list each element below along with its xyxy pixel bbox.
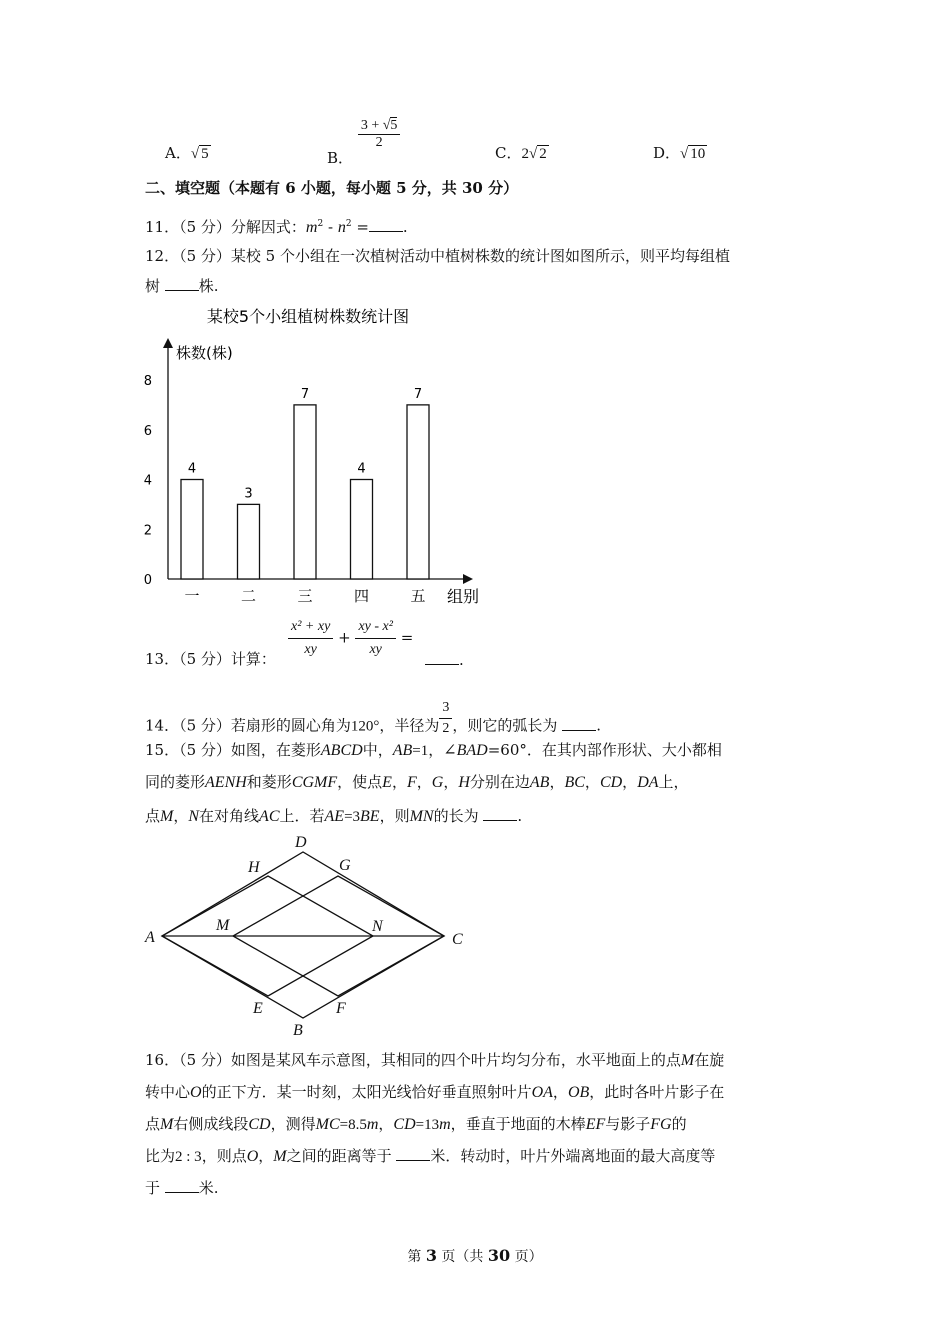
y-tick-label: 2: [143, 523, 152, 539]
bar-chart: [130, 300, 500, 610]
answer-blank: [165, 1178, 199, 1193]
bar-5: [407, 405, 429, 579]
answer-blank: [369, 217, 403, 232]
question-12-line2: 树 株.: [145, 277, 219, 295]
question-13-expression: $\frac{\text{x² + xy}}{xy}$ + $\frac{\text{xy - x²}}{xy}$ =: [288, 616, 413, 661]
label-n: N: [372, 918, 383, 935]
y-axis-arrow: [163, 338, 173, 348]
x-tick-label: 三: [297, 587, 313, 605]
answer-blank: [562, 716, 596, 731]
question-15-line3: 点M，N在对角线AC上．若AE=3BE，则MN的长为 .: [145, 807, 523, 825]
label-d: D: [295, 834, 307, 851]
option-d: D．√ 10: [653, 144, 706, 162]
question-16-line1: 16．（5 分）如图是某风车示意图，其相同的四个叶片均匀分布，水平地面上的点M在旋: [145, 1051, 725, 1069]
x-tick-label: 一: [184, 587, 200, 605]
bar-4: [351, 480, 373, 580]
question-15-line2: 同的菱形AENH和菱形CGMF，使点E，F，G，H分别在边AB，BC，CD，DA上，: [145, 773, 689, 791]
page-footer: 第 3 页（共 30 页）: [407, 1246, 543, 1265]
x-axis-arrow: [463, 574, 473, 584]
option-c: C．2√ 2: [495, 144, 547, 162]
y-tick-label: 8: [143, 374, 152, 389]
label-g: G: [339, 857, 351, 874]
answer-blank: [483, 806, 517, 821]
bar-3: [294, 405, 316, 579]
bar-value-label: 7: [413, 386, 423, 402]
label-f: F: [336, 1000, 346, 1017]
answer-blank: [165, 276, 199, 291]
fraction-b: $\frac{3 + √5}{2}$: [358, 118, 401, 151]
rhombus-figure: [140, 830, 480, 1040]
sqrt-5: √ 5: [190, 146, 209, 162]
radius-fraction: $\frac{3}{2}$: [439, 698, 452, 739]
answer-blank: [396, 1146, 430, 1161]
bar-2: [238, 504, 260, 579]
chart-title: 某校5个小组植树株数统计图: [206, 307, 410, 326]
bar-value-label: 7: [300, 386, 310, 402]
label-e: E: [253, 1000, 263, 1017]
question-16-line4: 比为2 : 3，则点O，M之间的距离等于 米．转动时，叶片外端离地面的最大高度等: [145, 1147, 716, 1165]
y-axis-label: 株数(株): [176, 344, 233, 362]
question-16-line5: 于 米.: [145, 1179, 219, 1197]
x-tick-label: 四: [353, 587, 370, 605]
label-m: M: [216, 917, 230, 934]
label-h: H: [248, 859, 260, 876]
label-c: C: [452, 931, 463, 948]
y-tick-label: 6: [143, 423, 152, 439]
label-a: A: [145, 929, 155, 946]
y-tick-label: 0: [143, 573, 152, 588]
bar-value-label: 4: [357, 461, 366, 477]
question-14: 14．（5 分）若扇形的圆心角为120°，半径为 $\frac{3}{2}$ ，则它的弧长为 .: [145, 706, 601, 747]
bar-value-label: 4: [187, 461, 197, 477]
x-tick-label: 二: [240, 587, 257, 605]
option-a: A．√ 5: [165, 144, 209, 162]
answer-blank: [425, 650, 459, 665]
bar-1: [181, 480, 203, 580]
question-12-line1: 12．（5 分）某校 5 个小组在一次植树活动中植树株数的统计图如图所示，则平均每组植: [145, 247, 730, 265]
section-heading: 二、填空题（本题有 6 小题，每小题 5 分，共 30 分）: [145, 179, 519, 197]
x-axis-label: 组别: [447, 587, 480, 606]
question-16-line3: 点M右侧成线段CD，测得MC=8.5m，CD=13m，垂直于地面的木棒EF与影子FG的: [145, 1115, 687, 1133]
fraction-2: $\frac{\text{xy - x²}}{xy}$: [355, 616, 396, 661]
option-b: B． $\frac{3 + √5}{2}$: [327, 118, 400, 151]
question-11: 11．（5 分）分解因式：$m^2 - n^2$ = .: [145, 218, 408, 236]
bar-value-label: 3: [244, 486, 253, 502]
x-tick-label: 五: [410, 587, 426, 605]
y-tick-label: 4: [143, 473, 152, 489]
label-b: B: [293, 1022, 303, 1039]
rhombus-abcd: [162, 852, 444, 1018]
fraction-1: $\frac{\text{x² + xy}}{xy}$: [288, 616, 333, 661]
question-13-label: 13．（5 分）计算：: [145, 650, 276, 668]
question-13-answer: .: [425, 650, 464, 669]
question-16-line2: 转中心O的正下方．某一时刻，太阳光线恰好垂直照射叶片OA，OB，此时各叶片影子在: [145, 1083, 725, 1101]
question-15-line1: 15．（5 分）如图，在菱形ABCD中，AB=1，∠BAD=60°．在其内部作形状、大小都相: [145, 741, 722, 759]
